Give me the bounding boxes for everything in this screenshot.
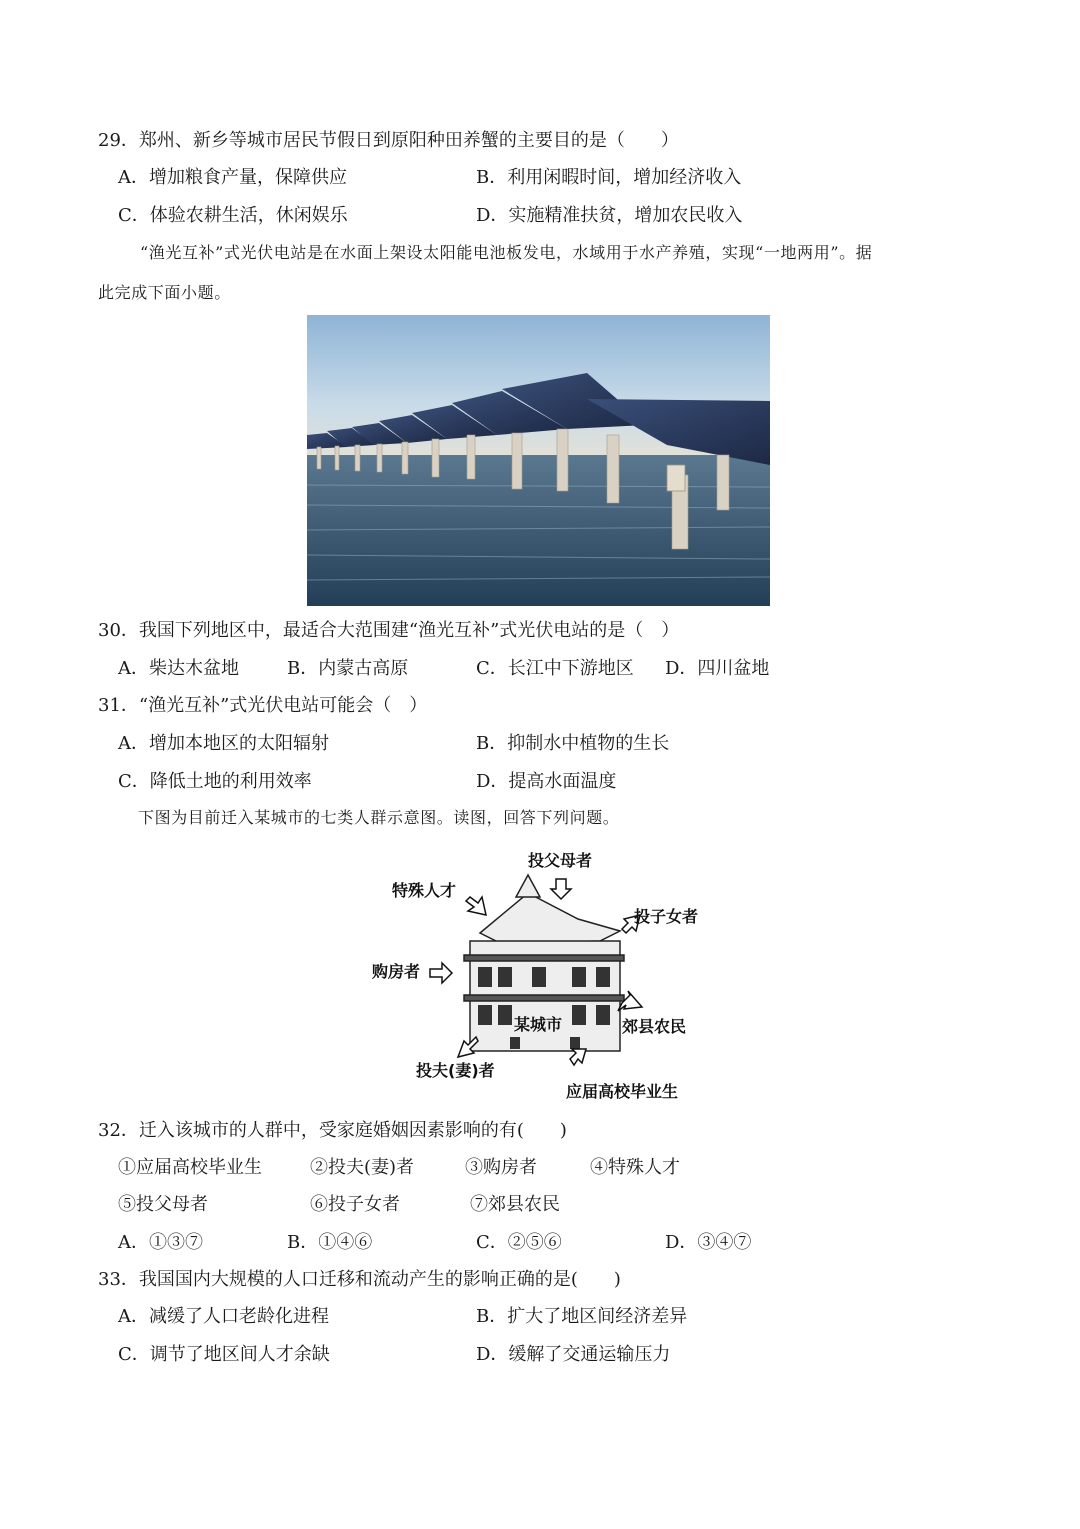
q33-option-c[interactable]: C．调节了地区间人才余缺: [118, 1344, 330, 1365]
passage-migration: 下图为目前迁入某城市的七类人群示意图。读图，回答下列问题。: [138, 808, 620, 827]
q29-option-b[interactable]: B．利用闲暇时间，增加经济收入: [476, 167, 742, 188]
q32-item-4: ④特殊人才: [590, 1157, 680, 1178]
passage-line-2: 此完成下面小题。: [98, 283, 231, 302]
q31-option-a[interactable]: A．增加本地区的太阳辐射: [118, 733, 329, 754]
q33-option-a[interactable]: A．减缓了人口老龄化进程: [118, 1306, 329, 1327]
q32-option-c[interactable]: C．②⑤⑥: [476, 1232, 562, 1253]
q31-stem: 31．“渔光互补”式光伏电站可能会（ ）: [98, 695, 428, 716]
label-parents: 投父母者: [528, 851, 593, 870]
migration-diagram: [360, 845, 720, 1110]
passage-line-1: “渔光互补”式光伏电站是在水面上架设太阳能电池板发电，水域用于水产养殖，实现“一地两用”。据: [140, 243, 873, 262]
q32-item-6: ⑥投子女者: [310, 1194, 400, 1215]
q31-option-c[interactable]: C．降低土地的利用效率: [118, 771, 312, 792]
q33-stem: 33．我国国内大规模的人口迁移和流动产生的影响正确的是( ): [98, 1269, 621, 1290]
q30-stem: 30．我国下列地区中，最适合大范围建“渔光互补”式光伏电站的是（ ）: [98, 620, 680, 641]
q30-option-d[interactable]: D．四川盆地: [665, 658, 770, 679]
label-talent: 特殊人才: [392, 881, 457, 900]
q32-item-1: ①应届高校毕业生: [118, 1157, 262, 1178]
q29-stem: 29．郑州、新乡等城市居民节假日到原阳种田养蟹的主要目的是（ ）: [98, 130, 679, 151]
q29-option-a[interactable]: A．增加粮食产量，保障供应: [118, 167, 347, 188]
q31-option-b[interactable]: B．抑制水中植物的生长: [476, 733, 670, 754]
label-buyers: 购房者: [372, 962, 421, 981]
label-spouse: 投夫(妻)者: [416, 1061, 495, 1080]
q32-item-5: ⑤投父母者: [118, 1194, 208, 1215]
q33-option-b[interactable]: B．扩大了地区间经济差异: [476, 1306, 688, 1327]
q32-item-3: ③购房者: [465, 1157, 537, 1178]
q31-option-d[interactable]: D．提高水面温度: [476, 771, 617, 792]
q32-stem: 32．迁入该城市的人群中，受家庭婚姻因素影响的有( ): [98, 1120, 567, 1141]
q30-option-c[interactable]: C．长江中下游地区: [476, 658, 634, 679]
label-children: 投子女者: [634, 907, 699, 926]
label-graduates: 应届高校毕业生: [566, 1082, 679, 1101]
center-city-label: 某城市: [514, 1015, 563, 1034]
q29-option-c[interactable]: C．体验农耕生活，休闲娱乐: [118, 205, 348, 226]
q29-option-d[interactable]: D．实施精准扶贫，增加农民收入: [476, 205, 743, 226]
q33-option-d[interactable]: D．缓解了交通运输压力: [476, 1344, 671, 1365]
q30-option-b[interactable]: B．内蒙古高原: [287, 658, 409, 679]
q32-option-b[interactable]: B．①④⑥: [287, 1232, 373, 1253]
q32-option-a[interactable]: A．①③⑦: [118, 1232, 203, 1253]
q30-option-a[interactable]: A．柴达木盆地: [118, 658, 239, 679]
q32-option-d[interactable]: D．③④⑦: [665, 1232, 752, 1253]
solar-panels-on-water-photo: [307, 315, 770, 606]
q32-item-7: ⑦郊县农民: [470, 1194, 560, 1215]
q32-item-2: ②投夫(妻)者: [310, 1157, 415, 1178]
label-farmers: 郊县农民: [622, 1017, 687, 1036]
